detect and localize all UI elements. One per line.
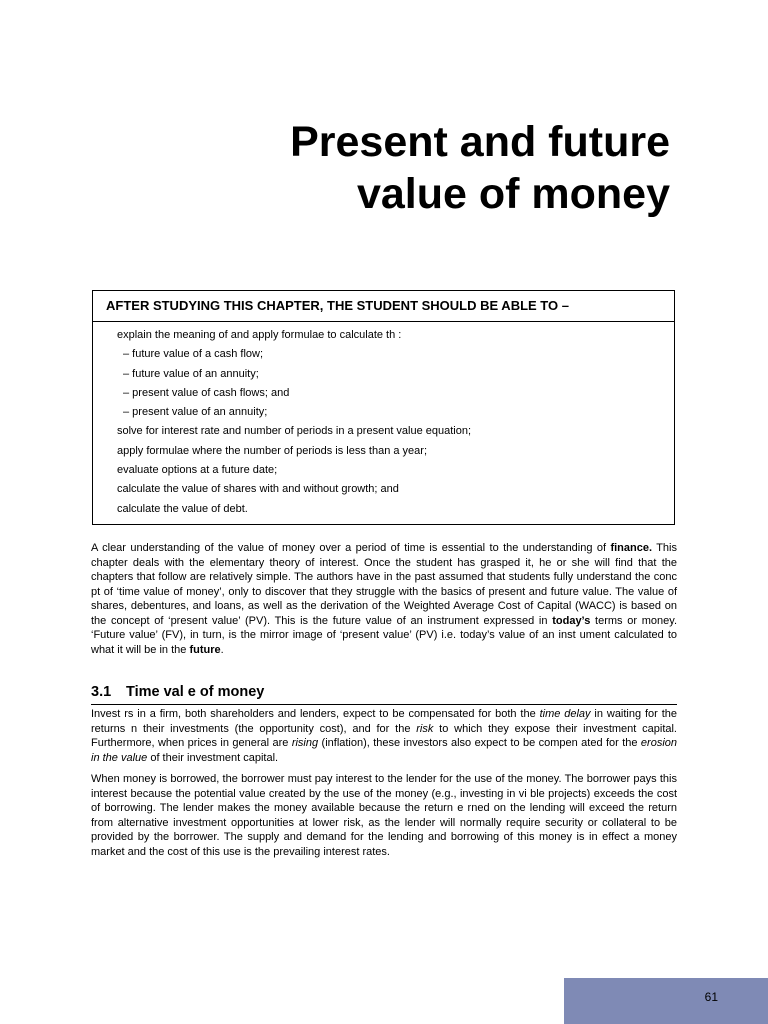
objective-item: apply formulae where the number of periods is less than a year; — [117, 444, 427, 457]
intro-bold-future: future — [189, 643, 221, 656]
chapter-title-line-1: Present and future — [290, 118, 670, 166]
para-text: of their investment capital. — [147, 751, 279, 764]
para-text: (inflation), these investors also expect to be compen ated for the — [318, 737, 641, 749]
learning-objectives-box — [92, 290, 675, 525]
intro-text-1: A clear understanding of the value of money over a period of time is essential to the understanding of — [91, 542, 611, 554]
section-paragraph-1 — [91, 707, 677, 765]
objective-item: calculate the value of debt. — [117, 502, 248, 515]
objective-item: solve for interest rate and number of periods in a present value equation; — [117, 425, 472, 438]
objective-subitem: – present value of cash flows; and — [123, 386, 290, 399]
intro-text-4: . — [220, 643, 224, 656]
objectives-list — [93, 322, 674, 519]
objective-subitem: – future value of an annuity; — [123, 367, 259, 380]
section-title-text: Time val e of money — [126, 684, 265, 700]
intro-paragraph — [91, 541, 677, 657]
section-paragraph-2: When money is borrowed, the borrower must pay interest to the lender for the use of the money. The borrower pays this interest because the potential value created by the use of the money (e.g., investing in vi ble projects) exceeds the cost of borrowing. The lender makes the money available because the return e rned on the lending will exceed the return from alternative investment opportunities at lower risk, as the lender will normally require security or collateral to be provided by the borrower. The supply and demand for the lending and borrowing of this money is in effect a money market and the cost of this use is the prevailing interest rates. — [91, 773, 677, 858]
objectives-heading: AFTER STUDYING THIS CHAPTER, THE STUDENT SHOULD BE ABLE TO – — [93, 291, 674, 322]
intro-text-2: This chapter deals with the elementary theory of interest. Once the student has grasped it, he or she will find that the chapters that follow are relatively simple. The authors have in the past assumed that students fully understand the conc pt of ‘time value of money’, only to discover that they struggle with the basics of present and future value. The value of shares, debentures, and loans, as well as the derivation of the Weighted Average Cost of Capital (WACC) is based on the concept of ‘present value’ (PV). This is the future value of an instrument expressed in — [91, 542, 677, 627]
objective-subitem: – future value of a cash flow; — [123, 348, 264, 361]
objective-item: calculate the value of shares with and without growth; and — [117, 483, 399, 496]
intro-text-3: terms or money. ‘Future value’ (FV), in turn, is the mirror image of ‘present value’ (PV) i.e. today’s value of an inst ument calculated to what it will be in the — [91, 614, 677, 656]
objective-item: explain the meaning of and apply formulae to calculate th : — [117, 329, 402, 341]
intro-bold-todays: today’s — [552, 614, 591, 627]
section-heading — [91, 682, 677, 705]
page-number: 61 — [704, 990, 718, 1004]
objective-item: evaluate options at a future date; — [117, 464, 278, 477]
para-text: Invest rs in a firm, both shareholders and lenders, expect to be compensated for both the — [91, 708, 540, 720]
section-number: 3.1 — [91, 684, 112, 700]
objective-subitem: – present value of an annuity; — [123, 406, 268, 419]
intro-bold-finance: finance. — [610, 542, 653, 554]
para-italic-rising: rising — [291, 737, 319, 749]
para-italic-risk: risk — [416, 722, 434, 735]
para-italic-erosion: erosion in the value — [91, 737, 677, 764]
chapter-title-line-2: value of money — [356, 170, 670, 218]
para-text: to which they expose their investment capital. Furthermore, when prices in general are — [91, 722, 677, 749]
page-number-tab — [564, 978, 768, 1024]
para-italic-time-delay: time delay — [539, 708, 591, 720]
para-text: in waiting for the returns n their investments (the opportunity cost), and for the — [91, 708, 678, 735]
chapter-title — [150, 116, 670, 220]
